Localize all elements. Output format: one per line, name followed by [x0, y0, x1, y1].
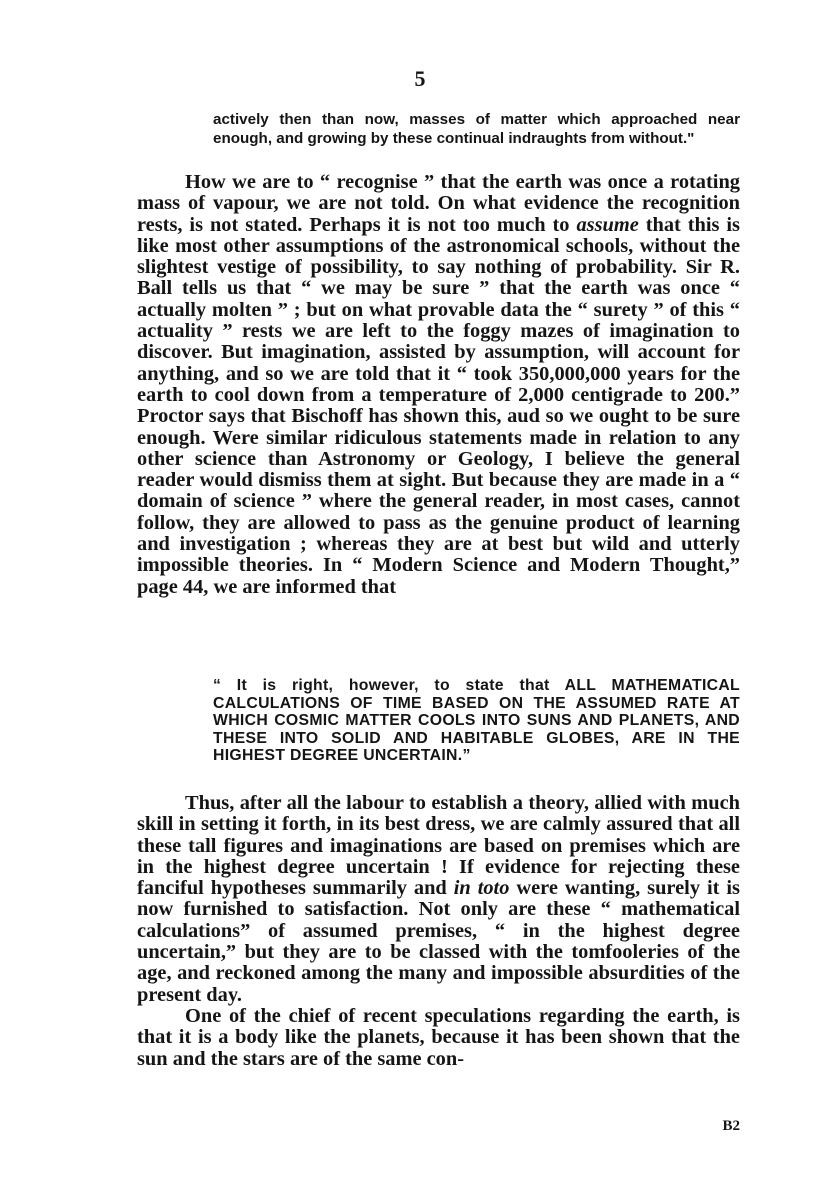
body-section-two [137, 793, 740, 1070]
body-section-one [137, 172, 740, 598]
paragraph-one [137, 172, 740, 598]
paragraph-one-text-a: How we are to “ recognise ” that the earth was once a rotating mass of vapour, we are not told. On what evidence the recognition rests, is not stated. Perhaps it is not too much to [137, 171, 740, 236]
quote-top-text: actively then than now, masses of matter which approached near enough, and growing by these continual indraughts from without." [213, 111, 740, 147]
block-quote-top [213, 111, 740, 148]
paragraph-three: One of the chief of recent speculations regarding the earth, is that it is a body like the planets, because it has been shown that the sun and the stars are of the same con- [137, 1004, 740, 1070]
paragraph-two-text-a: Thus, after all the labour to establish a theory, allied with much skill in setting it forth, in its best dress, we are calmly assured that all these tall figures and imaginations are based on premises which are in the highest degree uncertain ! If evidence for rejecting these fanciful hypotheses summarily and [137, 792, 740, 900]
paragraph-two-text-b: were wanting, surely it is now furnished to satisfaction. Not only are these “ mathematical calculations” of assumed premises, “ in the highest degree uncertain,” but they are to be classed with the tomfooleries of the age, and reckoned among the many and impossible absurdities of the present day. [137, 877, 740, 1006]
page-number: 5 [414, 66, 426, 91]
block-quote-middle [213, 677, 740, 765]
paragraph-two [137, 793, 740, 1006]
italic-in-toto: in toto [453, 877, 510, 900]
signature-mark: B2 [722, 1118, 740, 1134]
paragraph-one-text-b: that this is like most other assumptions of the astronomical schools, without the slightest vestige of possibility, to say nothing of probability. Sir R. Ball tells us that “ we may be sure ” that the earth was once “ actually molten ” ; but on what provable data the “ surety ” of this “ actuality ” rests we are left to the foggy mazes of imagination to discover. But imagination, assisted by assumption, will account for anything, and so we are told that it “ took 350,000,000 years for the earth to cool down from a temperature of 2,000 centigrade to 200.” Proctor says that Bischoff has shown this, aud so we ought to be sure enough. Were similar ridiculous statements made in relation to any other science than Astronomy or Geology, I believe the general reader would dismiss them at sight. But because they are made in a “ domain of science ” where the general reader, in most cases, cannot follow, they are allowed to pass as the genuine product of learning and investigation ; whereas they are at best but wild and utterly impossible theories. In “ Modern Science and Modern Thought,” page 44, we are informed that [137, 213, 740, 598]
quote-middle-text: “ It is right, however, to state that ALL MATHEMATICAL CALCULATIONS OF TIME BASED ON THE ASSUMED RATE AT WHICH COSMIC MATTER COOLS INTO SUNS AND PLANETS, AND THESE INTO SOLID AND HABITABLE GLOBES, ARE IN THE HIGHEST DEGREE UNCERTAIN.” [213, 677, 740, 765]
italic-assume: assume [576, 213, 639, 236]
